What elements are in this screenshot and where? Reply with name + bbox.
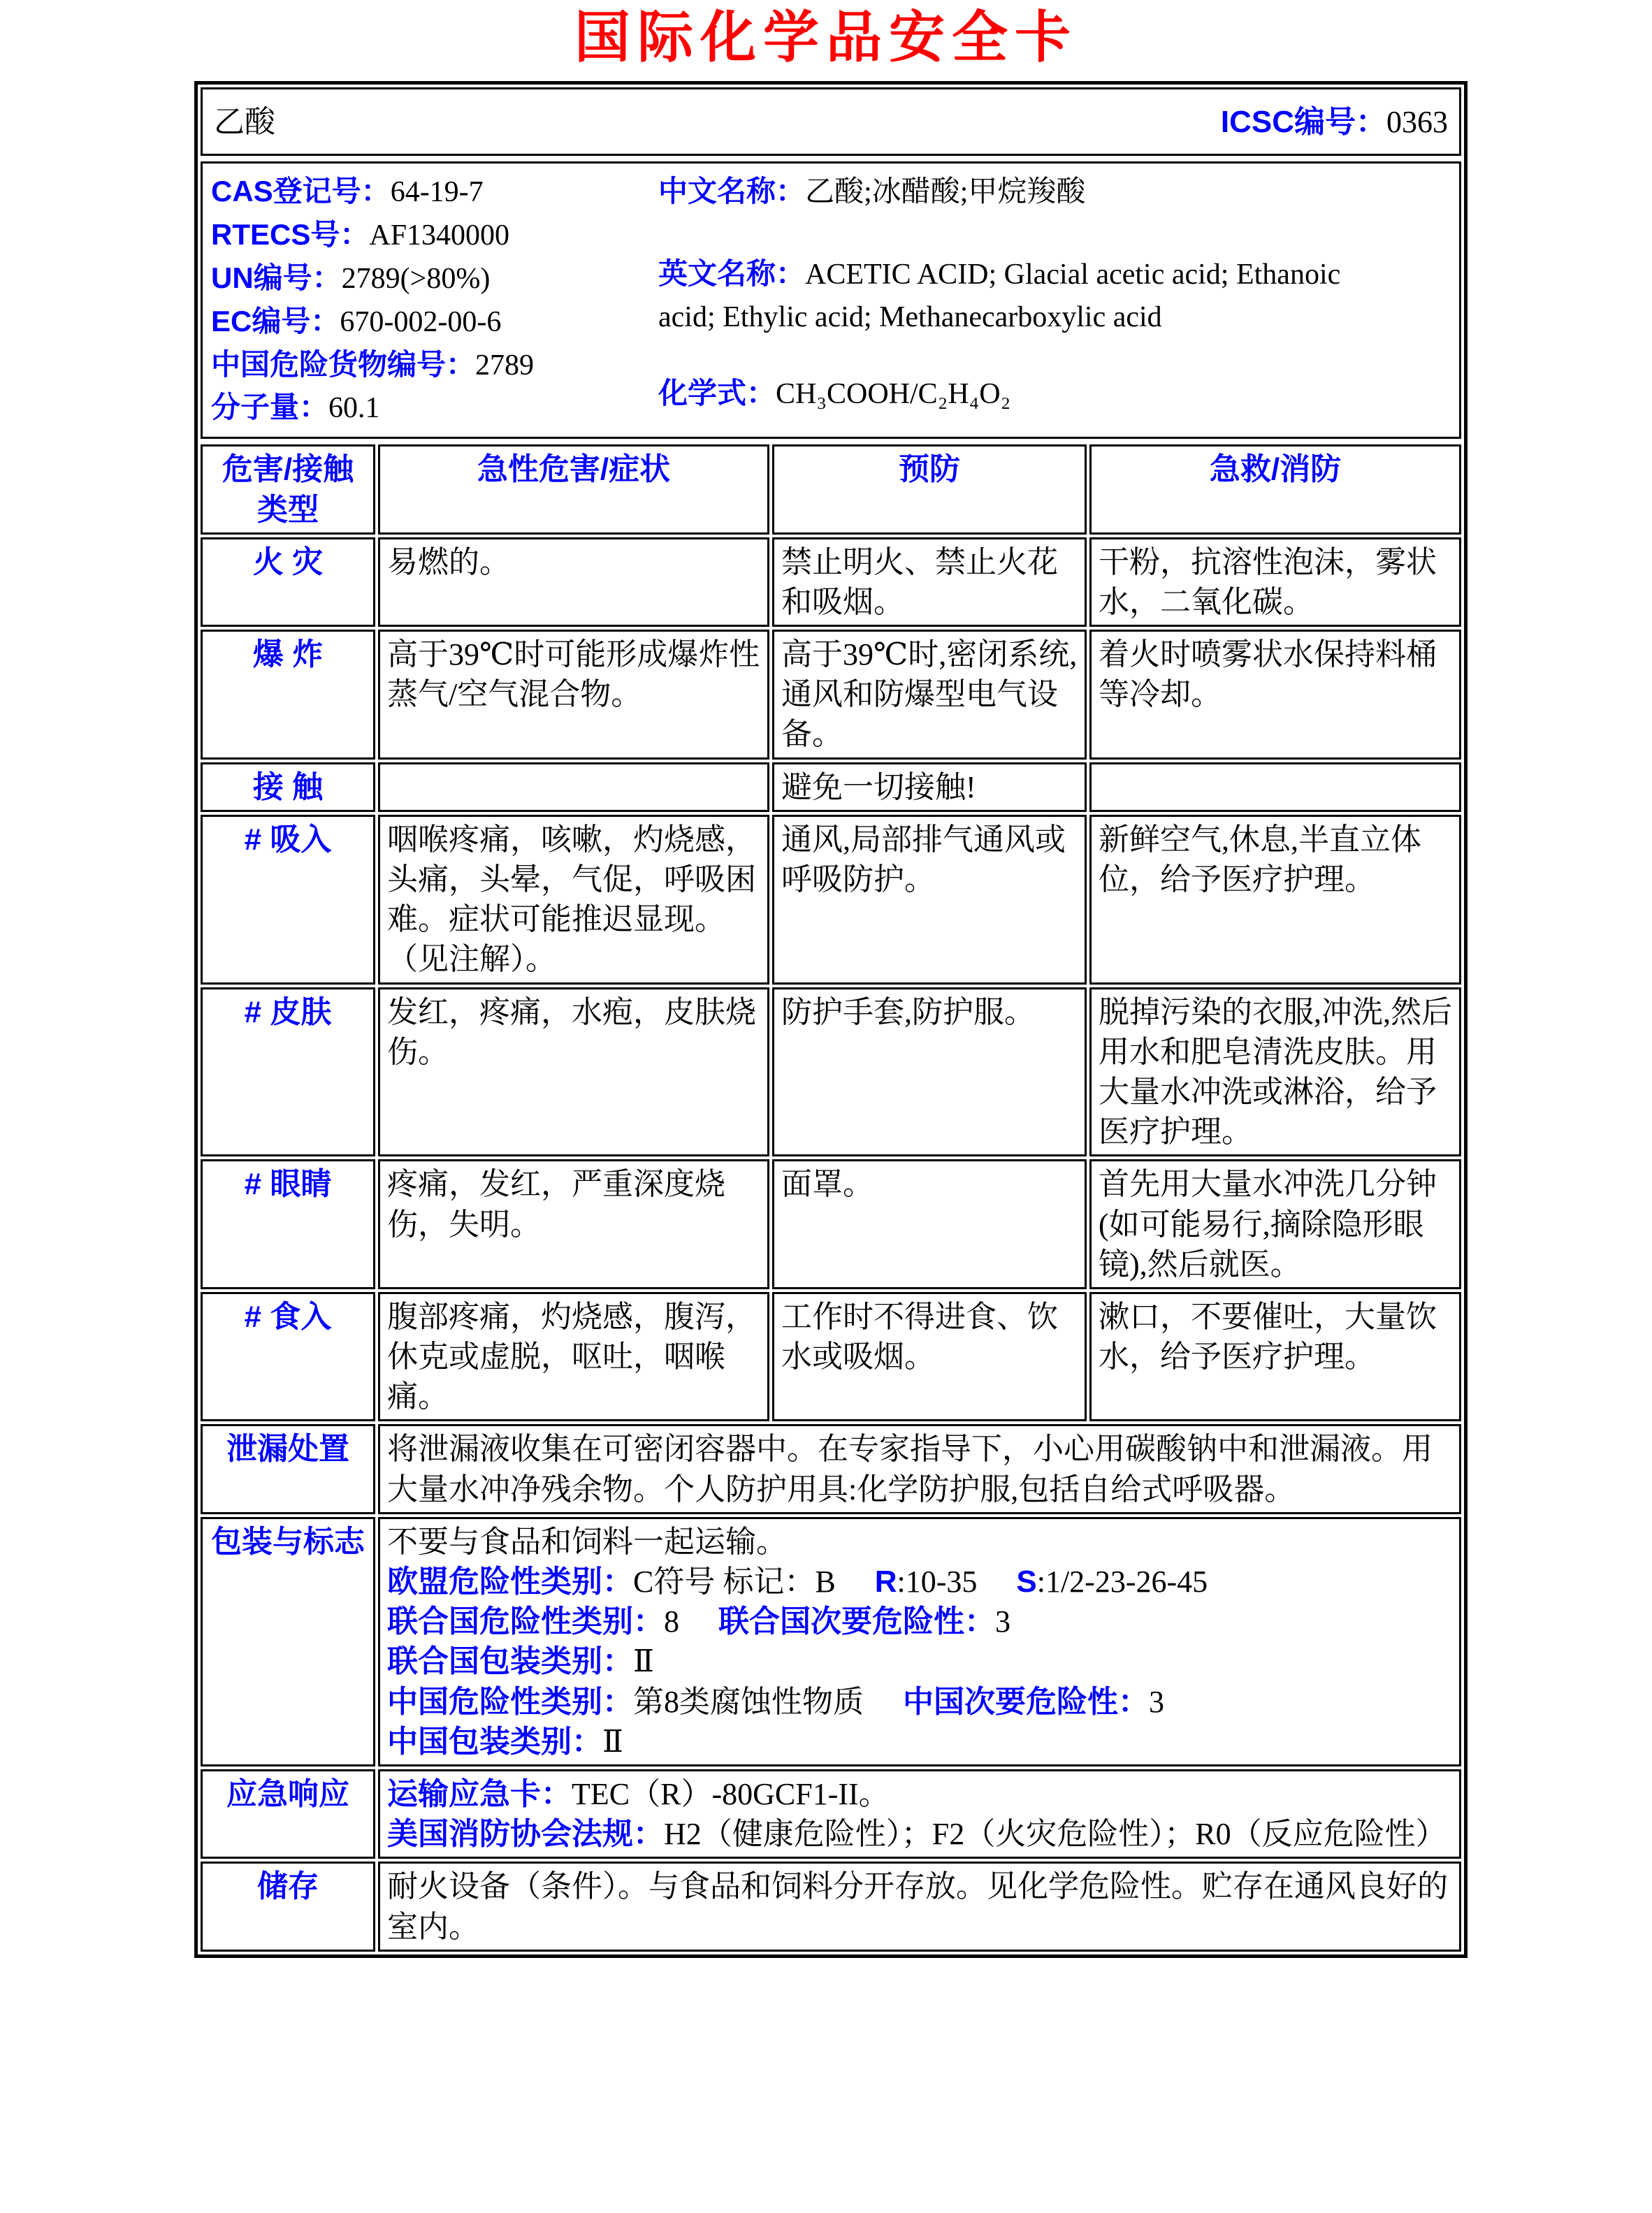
ec-number-line	[211, 300, 658, 344]
icsc-number-label: ICSC编号：	[1220, 105, 1386, 139]
header-hazard-type	[201, 444, 375, 534]
molecular-weight-line	[211, 386, 658, 430]
ec-number-label: EC编号：	[211, 304, 340, 338]
identification-left-column	[211, 170, 658, 430]
packaging-eu-line	[387, 1562, 1452, 1602]
packaging-cn-class-line	[387, 1682, 1452, 1722]
contact-firstaid-cell	[1089, 762, 1461, 812]
ingestion-firstaid-cell: 漱口，不要催吐，大量饮水，给予医疗护理。	[1089, 1292, 1461, 1422]
chinese-name-label: 中文名称：	[658, 175, 806, 208]
spill-text-cell: 将泄漏液收集在可密闭容器中。在专家指导下，小心用碳酸钠中和泄漏液。用大量水冲净残余物。个人防护用具:化学防护服,包括自给式呼吸器。	[378, 1424, 1461, 1514]
hazard-header-row	[201, 444, 1461, 534]
s-phrase-label: S	[1016, 1565, 1037, 1599]
header-prevention-label: 预防	[899, 452, 960, 487]
china-dg-number-line	[211, 344, 658, 387]
skin-prevention-cell: 防护手套,防护服。	[772, 987, 1087, 1157]
spill-label-cell	[201, 1424, 375, 1514]
ingestion-label: # 食入	[244, 1299, 332, 1334]
hazard-row-explosion	[201, 630, 1461, 760]
skin-symptoms-cell: 发红，疼痛，水疱，皮肤烧伤。	[378, 987, 769, 1157]
hazard-row-fire	[201, 537, 1461, 627]
emergency-tec-line	[387, 1774, 1452, 1814]
hazard-row-ingestion	[201, 1292, 1461, 1422]
spill-disposal-row	[201, 1424, 1461, 1514]
hazard-row-eyes	[201, 1159, 1461, 1289]
ingestion-symptoms-cell: 腹部疼痛，灼烧感，腹泻，休克或虚脱，呕吐，咽喉痛。	[378, 1292, 769, 1422]
inhalation-symptoms-cell: 咽喉疼痛，咳嗽，灼烧感，头痛，头晕，气促，呼吸困难。症状可能推迟显现。（见注解）。	[378, 815, 769, 985]
emergency-text-cell	[378, 1769, 1461, 1859]
contact-label-cell	[201, 762, 375, 812]
un-number-label: UN编号：	[211, 261, 342, 294]
inhalation-label-cell	[201, 815, 375, 985]
inhalation-firstaid-cell: 新鲜空气,休息,半直立体位，给予医疗护理。	[1089, 815, 1461, 985]
ingestion-prevention-cell: 工作时不得进食、饮水或吸烟。	[772, 1292, 1087, 1422]
un-number-value: 2789(>80%)	[341, 262, 491, 295]
emergency-label-cell	[201, 1769, 375, 1859]
storage-text-cell: 耐火设备（条件）。与食品和饲料分开存放。见化学危险性。贮存在通风良好的室内。	[378, 1862, 1461, 1951]
cn-packing-group-label: 中国包装类别：	[387, 1724, 602, 1759]
packaging-un-pack-line	[387, 1641, 1452, 1681]
emergency-label: 应急响应	[226, 1776, 349, 1811]
packaging-label-cell	[201, 1517, 375, 1766]
emergency-nfpa-line	[387, 1814, 1452, 1854]
formula-label: 化学式：	[658, 376, 776, 409]
inhalation-prevention-cell: 通风,局部排气通风或呼吸防护。	[772, 815, 1087, 985]
nfpa-code-label: 美国消防协会法规：	[387, 1817, 664, 1852]
skin-label-cell	[201, 987, 375, 1157]
packaging-cn-pack-line	[387, 1722, 1452, 1762]
china-dg-number-label: 中国危险货物编号：	[211, 347, 476, 381]
page-title: 国际化学品安全卡	[574, 6, 1078, 68]
hazard-row-inhalation	[201, 815, 1461, 985]
safety-card	[194, 81, 1468, 1958]
packaging-text-cell	[378, 1517, 1461, 1766]
explosion-firstaid-cell: 着火时喷雾状水保持料桶等冷却。	[1089, 630, 1461, 760]
un-packing-group-label: 联合国包装类别：	[387, 1644, 633, 1679]
packaging-labelling-row	[201, 1517, 1461, 1766]
rtecs-number-line	[211, 214, 658, 257]
header-symptoms-label: 急性危害/症状	[477, 452, 671, 487]
eu-class-value: C符号 标记：B	[633, 1565, 836, 1599]
chinese-name-value: 乙酸;冰醋酸;甲烷羧酸	[805, 176, 1086, 208]
explosion-symptoms-cell: 高于39℃时可能形成爆炸性蒸气/空气混合物。	[378, 630, 769, 760]
header-firstaid	[1089, 444, 1461, 534]
cn-class-value: 第8类腐蚀性物质	[633, 1684, 864, 1719]
fire-prevention-cell: 禁止明火、禁止火花和吸烟。	[772, 537, 1087, 627]
fire-symptoms-cell: 易燃的。	[378, 537, 769, 627]
header-prevention	[772, 444, 1087, 534]
un-class-value: 8	[664, 1604, 679, 1639]
explosion-prevention-cell: 高于39℃时,密闭系统,通风和防爆型电气设备。	[772, 630, 1087, 760]
tec-card-value: TEC（R）-80GCF1-II。	[572, 1776, 890, 1811]
english-name-label: 英文名称：	[658, 256, 806, 290]
fire-label-cell	[201, 537, 375, 627]
cn-packing-group-value: Ⅱ	[602, 1724, 623, 1759]
cas-number-line	[211, 170, 658, 214]
formula-value: CH₃COOH/C₂H₄O₂	[776, 377, 1011, 410]
ingestion-label-cell	[201, 1292, 375, 1422]
un-packing-group-value: Ⅱ	[633, 1644, 654, 1679]
name-cell	[201, 87, 1461, 156]
english-name-line	[658, 253, 1378, 339]
storage-label-cell	[201, 1862, 375, 1951]
s-phrase-value: :1/2-23-26-45	[1036, 1565, 1208, 1599]
explosion-label-cell	[201, 630, 375, 760]
english-name-value: ACETIC ACID; Glacial acetic acid; Ethanoic acid; Ethylic acid; Methanecarboxylic acid	[658, 258, 1341, 333]
cn-subsidiary-value: 3	[1149, 1684, 1164, 1719]
icsc-number-value: 0363	[1386, 105, 1448, 139]
r-phrase-label: R	[874, 1565, 897, 1599]
hazard-row-skin	[201, 987, 1461, 1157]
contact-prevention-cell: 避免一切接触!	[772, 762, 1087, 812]
icsc-number	[1221, 96, 1448, 141]
identification-columns	[211, 170, 1451, 430]
un-class-label: 联合国危险性类别：	[387, 1604, 664, 1639]
emergency-response-row	[201, 1769, 1461, 1859]
eyes-label-cell	[201, 1159, 375, 1289]
identification-right-column	[658, 170, 1378, 430]
contact-symptoms-cell	[378, 762, 769, 812]
molecular-weight-value: 60.1	[328, 392, 380, 425]
packaging-transport-note: 不要与食品和饲料一起运输。	[387, 1524, 787, 1559]
header-symptoms	[378, 444, 769, 534]
china-dg-number-value: 2789	[475, 349, 535, 382]
header-hazard-type-label: 危害/接触类型	[222, 452, 354, 527]
name-section	[198, 85, 1464, 159]
eyes-prevention-cell: 面罩。	[772, 1159, 1087, 1289]
packaging-un-class-line	[387, 1602, 1452, 1641]
skin-label: # 皮肤	[244, 994, 332, 1029]
header-firstaid-label: 急救/消防	[1209, 452, 1342, 487]
hazard-row-contact	[201, 762, 1461, 812]
cn-subsidiary-label: 中国次要危险性：	[903, 1684, 1149, 1719]
explosion-label: 爆 炸	[252, 637, 324, 672]
un-number-line	[211, 257, 658, 300]
identification-cell	[201, 161, 1461, 439]
substance-name: 乙酸	[214, 105, 275, 139]
storage-label: 储存	[257, 1869, 319, 1904]
molecular-weight-label: 分子量：	[211, 391, 329, 424]
rtecs-number-label: RTECS号：	[211, 217, 370, 251]
skin-firstaid-cell: 脱掉污染的衣服,冲洗,然后用水和肥皂清洗皮肤。用大量水冲洗或淋浴，给予医疗护理。	[1089, 987, 1461, 1157]
ec-number-value: 670-002-00-6	[340, 305, 502, 338]
r-phrase-value: :10-35	[897, 1565, 978, 1599]
rtecs-number-value: AF1340000	[369, 219, 510, 252]
contact-label: 接 触	[252, 769, 324, 804]
packaging-label: 包装与标志	[211, 1524, 365, 1559]
spill-label: 泄漏处置	[226, 1432, 349, 1467]
cas-number-value: 64-19-7	[390, 176, 484, 208]
storage-row	[201, 1862, 1461, 1951]
hazard-table	[198, 442, 1464, 1954]
name-bar	[214, 96, 1448, 141]
formula-line	[658, 372, 1378, 416]
cn-class-label: 中国危险性类别：	[387, 1684, 633, 1719]
un-subsidiary-label: 联合国次要危险性：	[718, 1604, 995, 1639]
eyes-label: # 眼睛	[244, 1167, 332, 1202]
chinese-name-line	[658, 170, 1378, 214]
fire-label: 火 灾	[252, 544, 324, 579]
un-subsidiary-value: 3	[995, 1604, 1010, 1639]
identification-row	[201, 161, 1461, 439]
eu-class-label: 欧盟危险性类别：	[387, 1565, 633, 1599]
eyes-firstaid-cell: 首先用大量水冲洗几分钟(如可能易行,摘除隐形眼镜),然后就医。	[1089, 1159, 1461, 1289]
cas-number-label: CAS登记号：	[211, 175, 391, 208]
tec-card-label: 运输应急卡：	[387, 1776, 572, 1811]
nfpa-code-value: H2（健康危险性）；F2（火灾危险性）；R0（反应危险性）	[664, 1817, 1447, 1852]
eyes-symptoms-cell: 疼痛，发红，严重深度烧伤，失明。	[378, 1159, 769, 1289]
fire-firstaid-cell: 干粉，抗溶性泡沫，雾状水，二氧化碳。	[1089, 537, 1461, 627]
inhalation-label: # 吸入	[244, 822, 332, 857]
identification-section	[198, 159, 1464, 442]
name-row	[201, 87, 1461, 156]
